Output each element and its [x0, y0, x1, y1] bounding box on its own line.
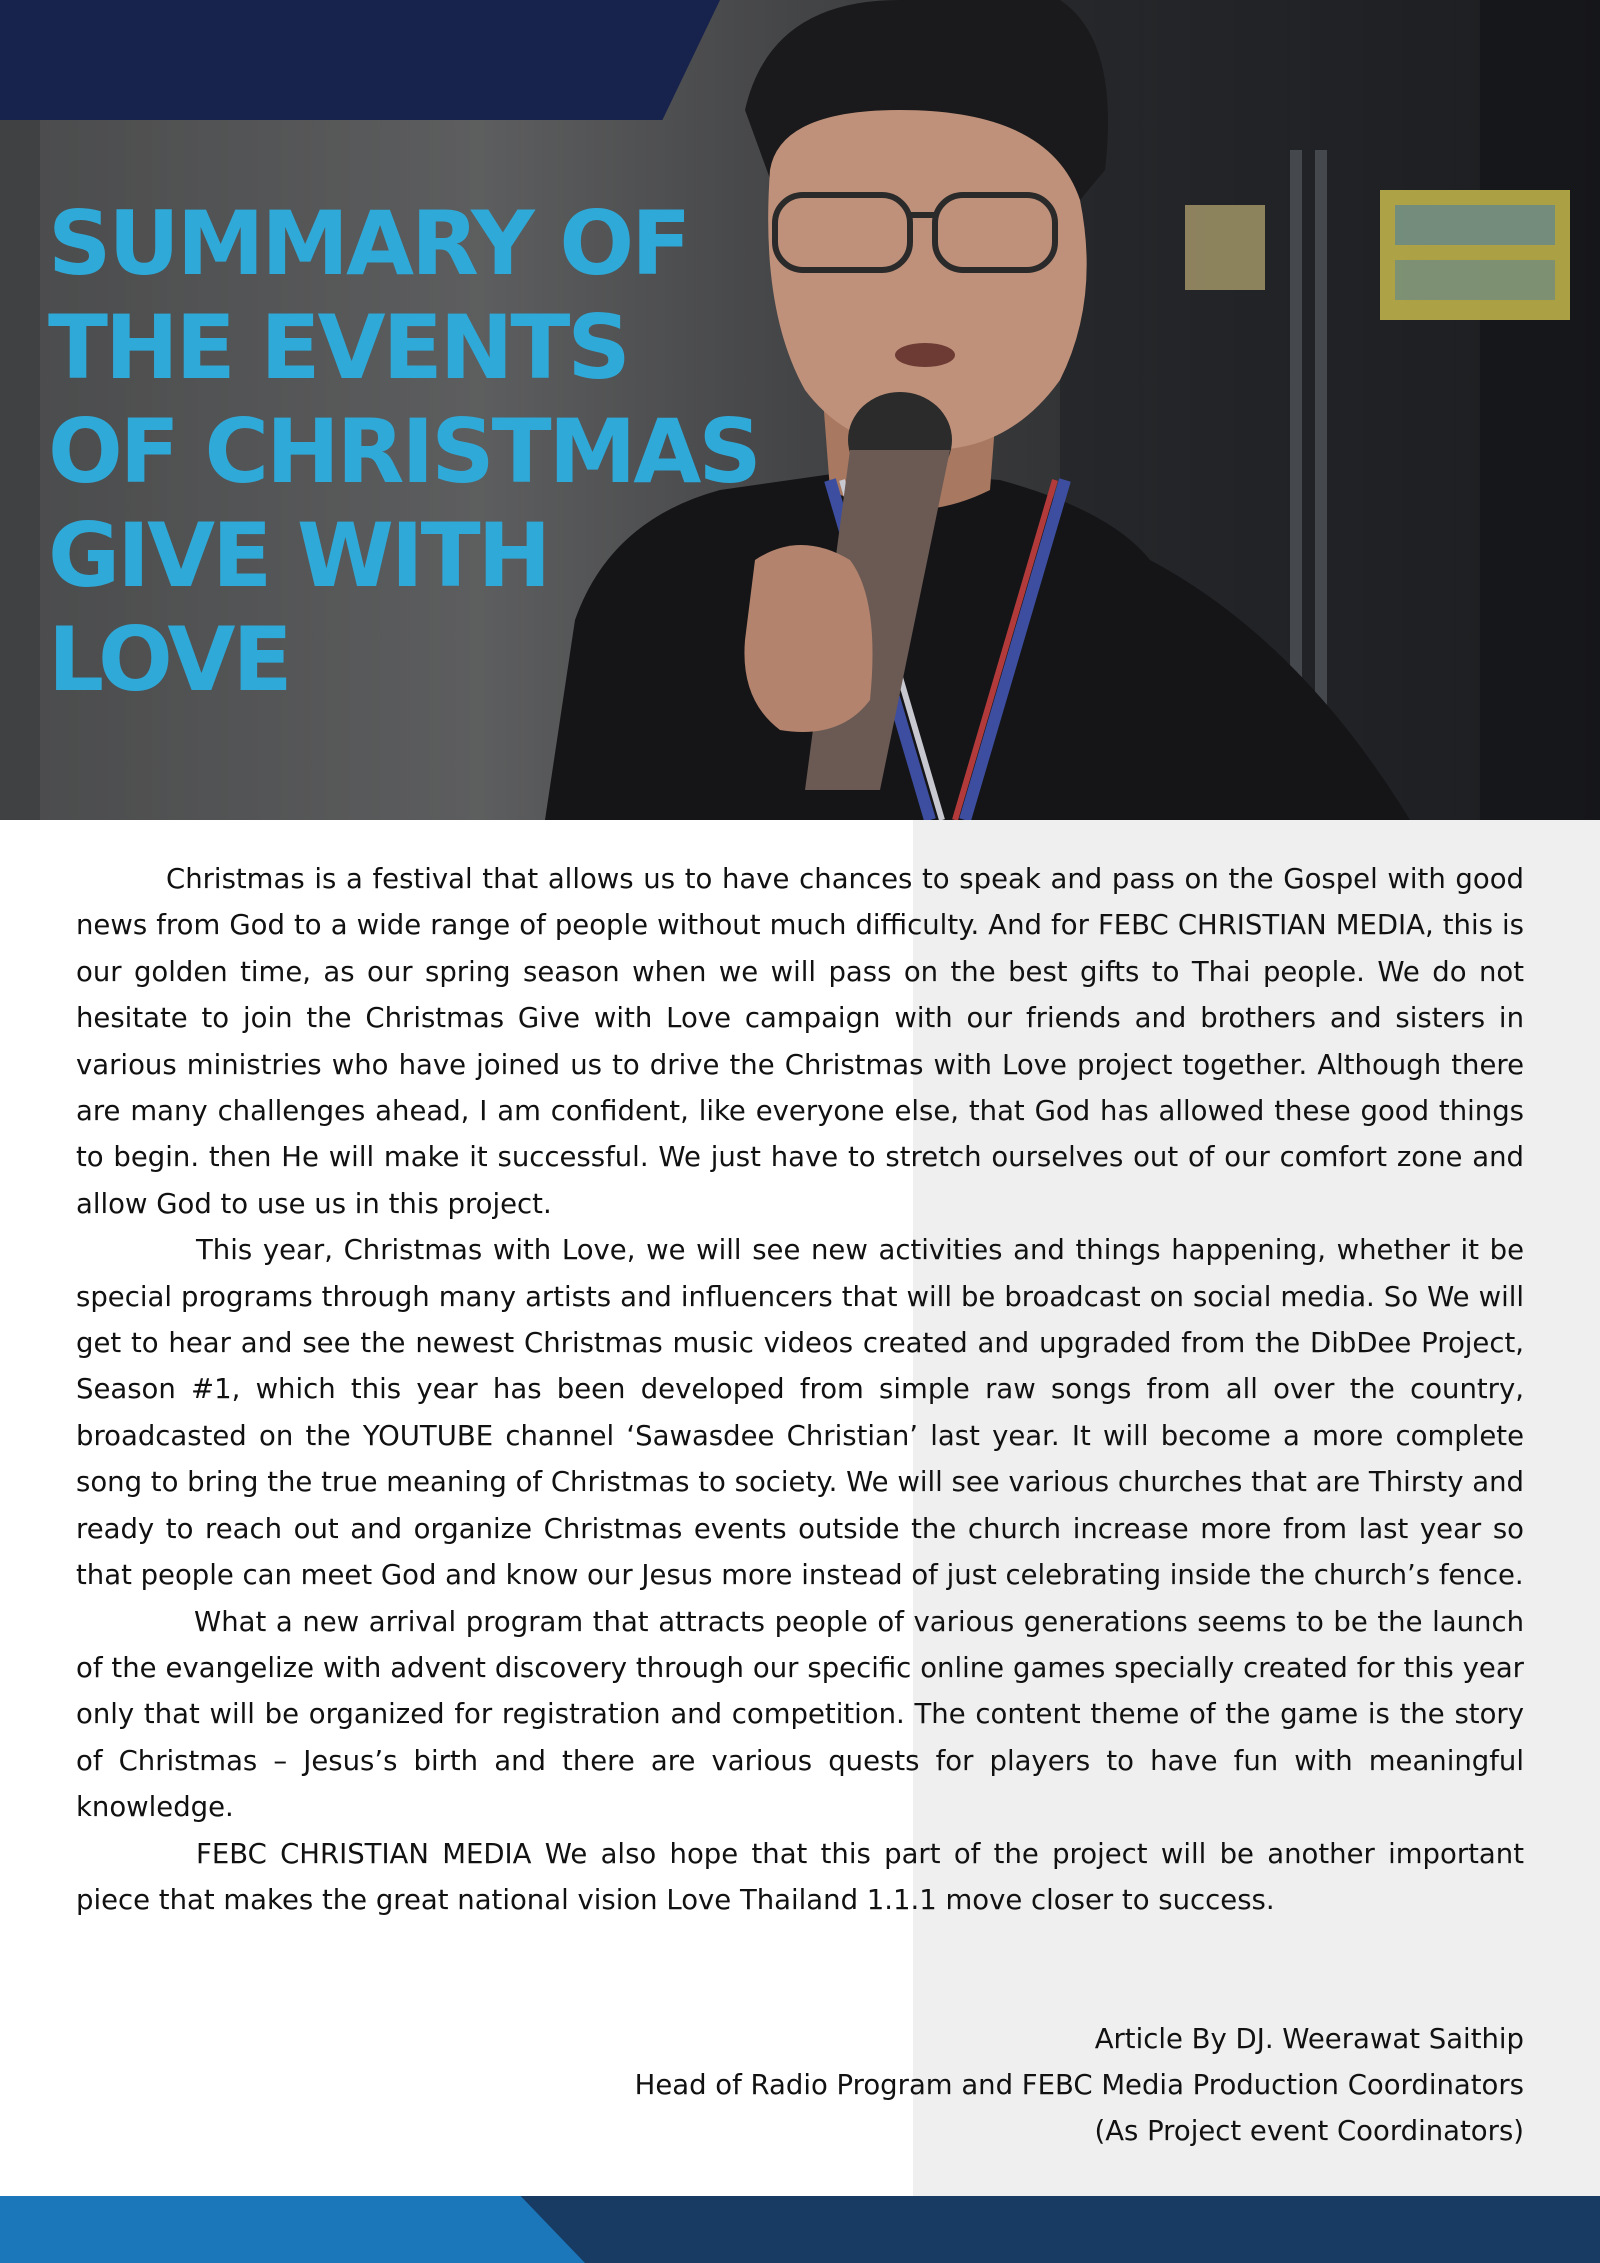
footer-band — [0, 2196, 1600, 2263]
hero-banner — [0, 0, 1600, 820]
page-title: SUMMARY OF THE EVENTS OF CHRISTMAS GIVE WITH LOVE — [48, 192, 759, 711]
author-role: Head of Radio Program and FEBC Media Production Coordinators — [634, 2069, 1524, 2101]
author-signature — [324, 2016, 1524, 2154]
author-byline: Article By DJ. Weerawat Saithip — [1094, 2023, 1524, 2055]
author-note: (As Project event Coordinators) — [1094, 2115, 1524, 2147]
footer-accent — [0, 2196, 585, 2263]
article-body — [76, 856, 1524, 1923]
article-paragraph-2: This year, Christmas with Love, we will see new activities and things happening, whether it be special programs through many artists and influencers that will be broadcast on social media. So We will get to hear and see the newest Christmas music videos created and upgraded from the DibDee Project, Season #1, which this year has been developed from simple raw songs from all over the country, broadcasted on the YOUTUBE channel ‘Sawasdee Christian’ last year. It will become a more complete song to bring the true meaning of Christmas to society. We will see various churches that are Thirsty and ready to reach out and organize Christmas events outside the church increase more from last year so that people can meet God and know our Jesus more instead of just celebrating inside the church’s fence. — [76, 1234, 1524, 1592]
corner-accent-block — [0, 0, 720, 120]
article-paragraph-4: FEBC CHRISTIAN MEDIA We also hope that this part of the project will be another important piece that makes the great national vision Love Thailand 1.1.1 move closer to success. — [76, 1837, 1524, 1916]
article-paragraph-3: What a new arrival program that attracts people of various generations seems to be the launch of the evangelize with advent discovery through our specific online games specially created for this year only that will be organized for registration and competition. The content theme of the game is the story of Christmas – Jesus’s birth and there are various quests for players to have fun with meaningful knowledge. — [76, 1605, 1524, 1824]
article-paragraph-1: Christmas is a festival that allows us to have chances to speak and pass on the Gospel with good news from God to a wide range of people without much difficulty. And for FEBC CHRISTIAN MEDIA, this is our golden time, as our spring season when we will pass on the best gifts to Thai people. We do not hesitate to join the Christmas Give with Love campaign with our friends and brothers and sisters in various ministries who have joined us to drive the Christmas with Love project together. Although there are many challenges ahead, I am confident, like everyone else, that God has allowed these good things to begin. then He will make it successful. We just have to stretch ourselves out of our comfort zone and allow God to use us in this project. — [76, 863, 1524, 1220]
